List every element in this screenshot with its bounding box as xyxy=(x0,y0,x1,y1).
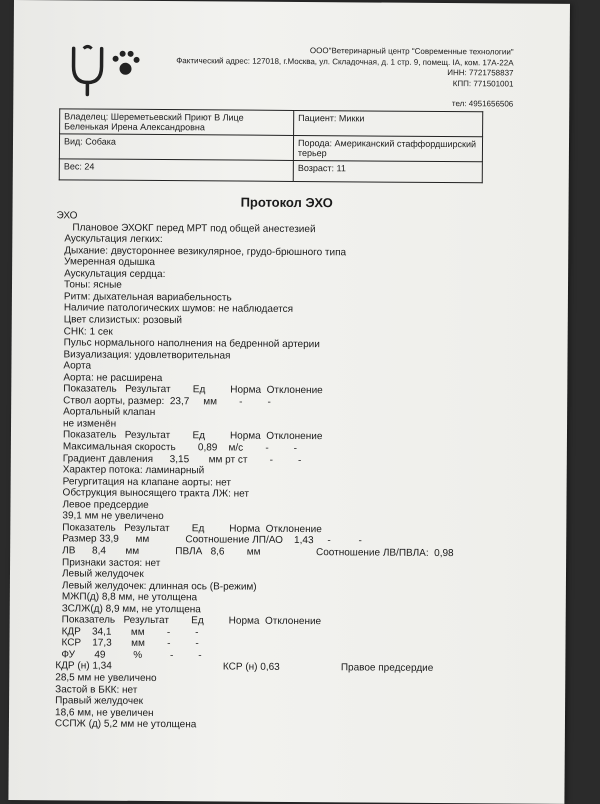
protocol-line: Правый желудочек xyxy=(55,695,144,708)
protocol-line: КДР 34,1 мм - - xyxy=(61,626,199,639)
owner-cell: Владелец: Шереметьевский Приют В Лице Беленькая Ирена Александровна xyxy=(60,109,294,136)
protocol-line: 39,1 мм не увеличено xyxy=(62,510,164,523)
protocol-line: Аускультация сердца: xyxy=(64,268,166,280)
protocol-line: Регургитация на клапане аорты: нет xyxy=(62,475,232,489)
species-cell: Вид: Собака xyxy=(59,134,293,161)
protocol-line: КСР 17,3 мм - - xyxy=(61,637,199,650)
document-sheet xyxy=(8,0,570,804)
protocol-line: Градиент давления 3,15 мм рт ст - - xyxy=(62,452,302,466)
protocol-line: Дыхание: двустороннее везикулярное, грудо-брюшного типа xyxy=(64,244,347,258)
protocol-line: СНК: 1 сек xyxy=(63,325,113,338)
protocol-line: 28,5 мм не увеличено xyxy=(55,672,157,685)
protocol-line: Показатель Результат Ед Норма Отклонение xyxy=(61,614,322,628)
protocol-line: не изменён xyxy=(63,418,117,430)
protocol-line: Размер 33,9 мм Соотношение ЛП/АО 1,43 - - xyxy=(62,533,362,547)
protocol-line: Наличие патологических шумов: не наблюдается xyxy=(63,302,294,316)
protocol-line: ССПЖ (д) 5,2 мм не утолщена xyxy=(54,718,197,731)
patient-cell: Пациент: Микки xyxy=(294,110,483,136)
protocol-line: 18,6 мм, не увеличен xyxy=(54,706,154,719)
protocol-line: Пульс нормального наполнения на бедренной артерии xyxy=(63,337,320,351)
protocol-line: Максимальная скорость 0,89 м/с - - xyxy=(62,441,298,454)
protocol-line: Застой в БКК: нет xyxy=(55,683,138,696)
protocol-line: Аортальный клапан xyxy=(63,406,156,419)
protocol-line: Левое предсердие xyxy=(62,499,149,511)
protocol-line: Аускультация легких: xyxy=(64,233,163,246)
breed-cell: Порода: Американский стаффордширский терьер xyxy=(293,135,482,161)
protocol-line: Цвет слизистых: розовый xyxy=(63,314,183,327)
protocol-line: Аорта xyxy=(63,360,92,372)
protocol-line: Плановое ЭХОКГ перед МРТ под общей анестезией xyxy=(72,221,316,235)
page-title: Протокол ЭХО xyxy=(240,194,333,211)
protocol-line: ЛВ 8,4 мм ПВЛА 8,6 мм Соотношение ЛВ/ПВЛА: 0,98 xyxy=(62,545,454,560)
protocol-line: Показатель Результат Ед Норма Отклонение xyxy=(62,429,323,443)
protocol-line: Тоны: ясные xyxy=(63,279,122,292)
protocol-line: Аорта: не расширена xyxy=(63,372,163,384)
protocol-line: Характер потока: ламинарный xyxy=(62,464,205,477)
protocol-line: Левый желудочек xyxy=(61,568,144,580)
protocol-line: Левый желудочек: длинная ось (В-режим) xyxy=(61,579,257,593)
protocol-line: ЭХО xyxy=(56,210,78,222)
company-kpp: КПП: 771501001 xyxy=(452,78,514,88)
protocol-line: ФУ 49 % - - xyxy=(61,649,202,662)
protocol-line: Признаки застоя: нет xyxy=(62,556,161,569)
protocol-line: МЖП(д) 8,8 мм, не утолщена xyxy=(61,591,198,604)
company-address: Фактический адрес: 127018, г.Москва, ул. Складочная, д. 1 стр. 9, помещ. IA, ком. 17А-22А xyxy=(176,55,514,67)
weight-cell: Вес: 24 xyxy=(59,159,293,182)
protocol-line: Визуализация: удовлетворительная xyxy=(63,348,231,362)
protocol-line: Обструкция выносящего тракта ЛЖ: нет xyxy=(62,487,250,500)
protocol-line: Показатель Результат Ед Норма Отклонение xyxy=(62,522,322,536)
company-inn: ИНН: 7721758837 xyxy=(447,68,514,78)
company-phone: тел: 4951656506 xyxy=(451,99,514,109)
age-cell: Возраст: 11 xyxy=(293,160,482,182)
protocol-line: Умеренная одышка xyxy=(64,256,156,269)
stethoscope-paw-logo-icon xyxy=(65,42,145,101)
company-name: ООО"Ветеринарный центр "Современные технологии" xyxy=(309,46,514,57)
protocol-line: ЗСЛЖ(д) 8,9 мм, не утолщена xyxy=(61,603,201,616)
patient-info-table xyxy=(59,108,483,183)
protocol-line: Показатель Результат Ед Норма Отклонение xyxy=(63,383,323,397)
clinic-header xyxy=(176,45,514,110)
protocol-line: Ствол аорты, размер: 23,7 мм - - xyxy=(63,395,271,408)
protocol-line: Ритм: дыхательная вариабельность xyxy=(63,291,232,304)
protocol-line: КДР (н) 1,34 КСР (н) 0,63 Правое предсердие xyxy=(55,660,434,675)
